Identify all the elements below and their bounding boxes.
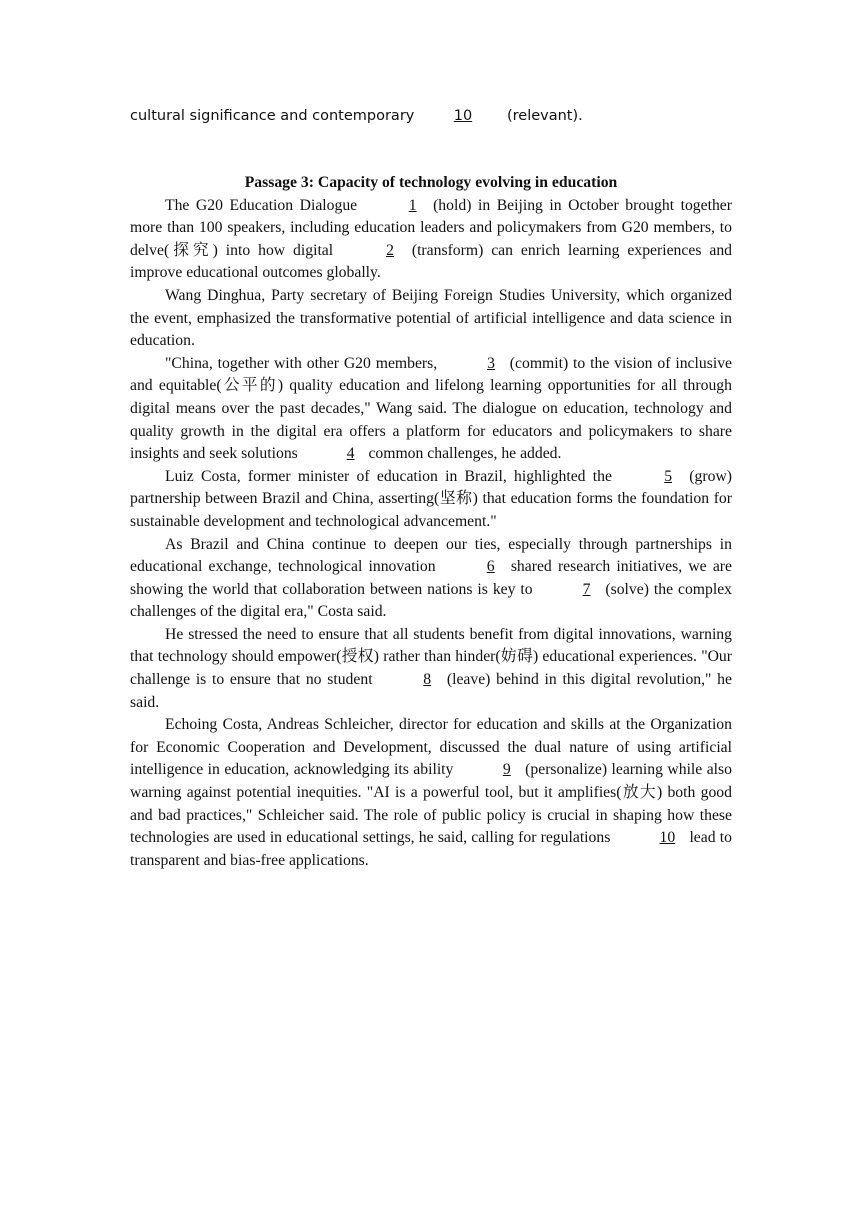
answer-blank-3[interactable]: 3 xyxy=(487,354,495,372)
previous-passage-hint: (relevant). xyxy=(506,108,583,124)
answer-blank-8[interactable]: 8 xyxy=(423,671,432,689)
answer-blank-9[interactable]: 9 xyxy=(502,761,511,779)
passage-paragraph xyxy=(130,624,732,714)
passage-body xyxy=(130,195,732,873)
answer-blank-2[interactable]: 2 xyxy=(386,241,394,259)
paragraph-text: (grow) partnership between Brazil and China, asserting(坚称) that education forms the foundation for sustainable development and technological advancement." xyxy=(130,467,732,530)
previous-passage-ending xyxy=(130,105,732,127)
paragraph-text: common challenges, he added. xyxy=(364,445,562,463)
paragraph-text: As Brazil and China continue to deepen our ties, especially through partnerships in educational exchange, technological innovation xyxy=(130,535,732,576)
answer-blank-7[interactable]: 7 xyxy=(582,580,591,598)
passage-paragraph xyxy=(130,285,732,353)
paragraph-text: (transform) can enrich learning experiences and improve educational outcomes globally. xyxy=(130,241,733,282)
paragraph-text: The G20 Education Dialogue xyxy=(165,196,364,214)
passage-paragraph xyxy=(130,353,732,466)
previous-passage-text: cultural significance and contemporary xyxy=(130,108,419,124)
paragraph-text: Luiz Costa, former minister of education in Brazil, highlighted the xyxy=(165,467,620,485)
answer-blank-1[interactable]: 1 xyxy=(408,196,417,214)
paragraph-text: He stressed the need to ensure that all students benefit from digital innovations, warning that technology should empower(授权) rather than hinder(妨碍) educational experiences. "Our challenge is to ensure that no student xyxy=(130,625,732,689)
paragraph-text: Echoing Costa, Andreas Schleicher, director for education and skills at the Organization for Economic Cooperation and Development, discussed the dual nature of using artificial intelligence in education, acknowledging its ability xyxy=(130,716,732,779)
paragraph-text: lead to transparent and bias-free applications. xyxy=(130,829,732,869)
paragraph-text: (solve) the complex challenges of the digital era," Costa said. xyxy=(130,580,733,621)
passage-paragraph xyxy=(130,195,732,285)
paragraph-text: (personalize) learning while also warning against potential inequities. "AI is a powerful tool, but it amplifies(放大) both good and bad practices," Schleicher said. The role of public policy is crucial in shaping how these technologies are used in educational settings, he said, calling for regulations xyxy=(130,761,732,847)
answer-blank-6[interactable]: 6 xyxy=(486,558,495,576)
passage-paragraph xyxy=(130,534,732,624)
paragraph-text: (leave) behind in this digital revolution," he said. xyxy=(130,671,732,711)
passage-title: Passage 3: Capacity of technology evolving in education xyxy=(244,174,618,191)
paragraph-text: (commit) to the vision of inclusive and equitable(公平的) quality education and lifelong learning opportunities for all through digital means over the past decades," Wang said. The dialogue on education, technology and quality growth in the digital era offers a platform for educators and policymakers to share insights and seek solutions xyxy=(130,354,732,463)
passage-paragraph xyxy=(130,714,732,872)
answer-blank-10[interactable]: 10 xyxy=(659,829,676,847)
paragraph-text: shared research initiatives, we are showing the world that collaboration between nations is key to xyxy=(130,558,732,598)
answer-blank-4[interactable]: 4 xyxy=(346,445,355,463)
answer-blank-10[interactable]: 10 xyxy=(453,108,473,124)
paragraph-text: "China, together with other G20 members, xyxy=(165,354,443,372)
passage-paragraph xyxy=(130,466,732,534)
paragraph-text: Wang Dinghua, Party secretary of Beijing Foreign Studies University, which organized the event, emphasized the transformative potential of artificial intelligence and data science in education. xyxy=(130,286,732,350)
passage-3 xyxy=(130,172,732,872)
answer-blank-5[interactable]: 5 xyxy=(664,467,673,485)
paragraph-text: (hold) in Beijing in October brought together more than 100 speakers, including education leaders and policymakers from G20 members, to delve(探究) into how digital xyxy=(130,196,732,259)
